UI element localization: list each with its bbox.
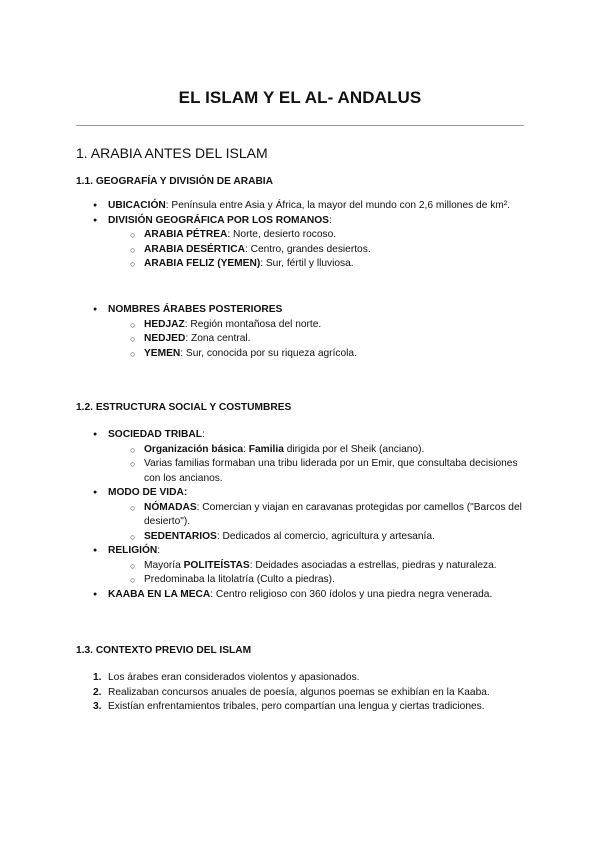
sublist-item: ○ Varias familias formaban una tribu liderada por un Emir, que consultaba decisiones con los ancianos. (130, 457, 533, 486)
sublist-item: ○ YEMEN: Sur, conocida por su riqueza agrícola. (130, 347, 533, 362)
list-item-modo: ● MODO DE VIDA: ○ NÓMADAS: Comercian y viajan en caravanas protegidas por camellos ("Barcos del desierto"). ○ SEDENTARIOS: Dedicados al comercio, agricultura y artesanía. (93, 486, 533, 544)
sublist-item: ○ NEDJED: Zona central. (130, 332, 533, 347)
social-list (93, 428, 533, 602)
context-list (93, 671, 533, 715)
section-heading-1: 1. ARABIA ANTES DEL ISLAM (76, 145, 268, 161)
sublist-item: ○ ARABIA PÉTREA: Norte, desierto rocoso. (130, 228, 533, 243)
list-item-religion: ● RELIGIÓN: ○ Mayoría POLITEÍSTAS: Deidades asociadas a estrellas, piedras y naturaleza. ○ Predominaba la litolatría (Culto a piedras). (93, 544, 533, 588)
sublist-item: ○ Organización básica: Familia dirigida por el Sheik (anciano). (130, 443, 533, 458)
list-item-nombres: ● NOMBRES ÁRABES POSTERIORES ○ HEDJAZ: Región montañosa del norte. ○ NEDJED: Zona central. ○ YEMEN: Sur, conocida por su riqueza agrícola. (93, 303, 533, 361)
list-item-division: ● DIVISIÓN GEOGRÁFICA POR LOS ROMANOS: ○ ARABIA PÉTREA: Norte, desierto rocoso. ○ ARABIA DESÉRTICA: Centro, grandes desiertos. ○ ARABIA FELIZ (YEMEN): Sur, fértil y lluviosa. (93, 214, 533, 272)
numbered-item: 3. Existían enfrentamientos tribales, pero compartían una lengua y ciertas tradiciones. (93, 701, 485, 712)
names-sublist (108, 318, 533, 362)
sublist-item: ○ ARABIA DESÉRTICA: Centro, grandes desiertos. (130, 243, 533, 258)
numbered-item: 2. Realizaban concursos anuales de poesía, algunos poemas se exhibían en la Kaaba. (93, 686, 490, 698)
list-item-kaaba: ● KAABA EN LA MECA: Centro religioso con 360 ídolos y una piedra negra venerada. (93, 588, 533, 603)
subsection-heading-1-2: 1.2. ESTRUCTURA SOCIAL Y COSTUMBRES (76, 402, 292, 413)
modo-sublist (108, 501, 533, 545)
list-item-ubicacion: ● UBICACIÓN: Península entre Asia y África, la mayor del mundo con 2,6 millones de km². (93, 199, 533, 214)
religion-sublist (108, 559, 533, 588)
sociedad-sublist (108, 443, 533, 487)
list-item-sociedad: ● SOCIEDAD TRIBAL: ○ Organización básica: Familia dirigida por el Sheik (anciano). ○ Varias familias formaban una tribu liderada por un Emir, que consultaba decisiones con los ancianos. (93, 428, 533, 486)
numbered-item: 1. Los árabes eran considerados violentos y apasionados. (93, 672, 360, 683)
sublist-item: ○ Mayoría POLITEÍSTAS: Deidades asociadas a estrellas, piedras y naturaleza. (130, 559, 533, 574)
subsection-heading-1-1: 1.1. GEOGRAFÍA Y DIVISIÓN DE ARABIA (76, 176, 273, 187)
names-list (93, 303, 533, 361)
sublist-item: ○ SEDENTARIOS: Dedicados al comercio, agricultura y artesanía. (130, 530, 533, 545)
sublist-item: ○ ARABIA FELIZ (YEMEN): Sur, fértil y lluviosa. (130, 257, 533, 272)
document-title: EL ISLAM Y EL AL- ANDALUS (178, 88, 422, 107)
geography-list (93, 199, 533, 272)
horizontal-rule (76, 125, 524, 126)
sublist-item: ○ HEDJAZ: Región montañosa del norte. (130, 318, 533, 333)
division-sublist (108, 228, 533, 272)
sublist-item: ○ NÓMADAS: Comercian y viajan en caravanas protegidas por camellos ("Barcos del desierto"). (130, 501, 533, 530)
sublist-item: ○ Predominaba la litolatría (Culto a piedras). (130, 573, 533, 588)
subsection-heading-1-3: 1.3. CONTEXTO PREVIO DEL ISLAM (76, 645, 252, 656)
